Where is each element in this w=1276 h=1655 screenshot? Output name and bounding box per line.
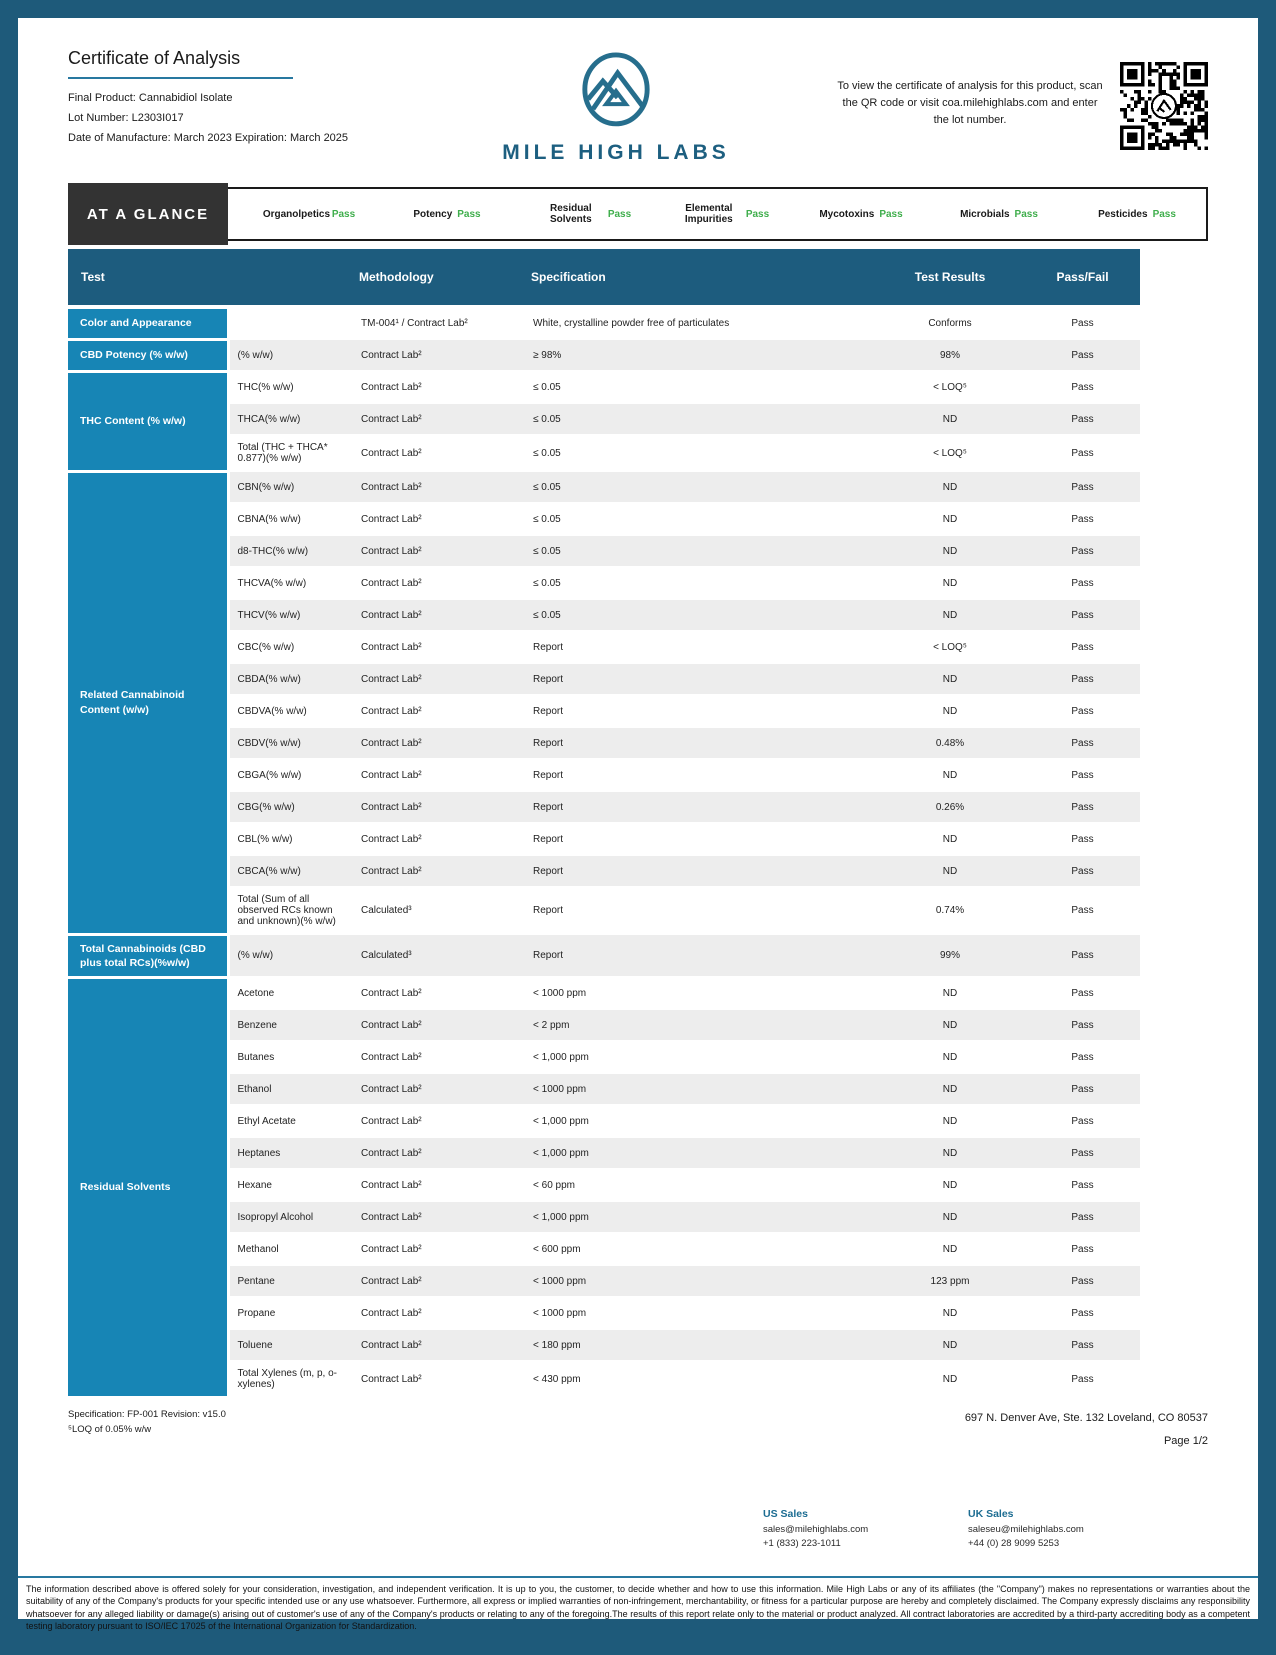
result-cell: 99% <box>875 934 1025 977</box>
passfail-cell: Pass <box>1025 1041 1140 1073</box>
passfail-cell: Pass <box>1025 1297 1140 1329</box>
analyte-cell: THCVA(% w/w) <box>228 567 353 599</box>
table-row <box>68 339 1140 371</box>
methodology-cell: Contract Lab² <box>353 727 525 759</box>
specification-cell: < 1,000 ppm <box>525 1105 875 1137</box>
specification-cell: < 1,000 ppm <box>525 1041 875 1073</box>
glance-item-status: Pass <box>745 208 770 220</box>
methodology-cell: Contract Lab² <box>353 1361 525 1397</box>
glance-item-status: Pass <box>1152 208 1176 220</box>
specification-cell: ≤ 0.05 <box>525 371 875 403</box>
result-cell: ND <box>875 663 1025 695</box>
analyte-cell: (% w/w) <box>228 339 353 371</box>
analyte-cell: Heptanes <box>228 1137 353 1169</box>
table-row <box>68 1329 1140 1361</box>
result-cell: 0.26% <box>875 791 1025 823</box>
analyte-cell: Isopropyl Alcohol <box>228 1201 353 1233</box>
table-row <box>68 1073 1140 1105</box>
after-table <box>68 1407 1208 1453</box>
methodology-cell: Contract Lab² <box>353 977 525 1009</box>
table-row <box>68 1233 1140 1265</box>
specification-cell: White, crystalline powder free of particulates <box>525 307 875 339</box>
methodology-cell: Contract Lab² <box>353 371 525 403</box>
glance-item-status: Pass <box>331 208 356 220</box>
methodology-cell: Contract Lab² <box>353 855 525 887</box>
result-cell: ND <box>875 1041 1025 1073</box>
passfail-cell: Pass <box>1025 977 1140 1009</box>
analyte-cell: CBDA(% w/w) <box>228 663 353 695</box>
passfail-cell: Pass <box>1025 759 1140 791</box>
table-row <box>68 599 1140 631</box>
analyte-cell: Propane <box>228 1297 353 1329</box>
page-title: Certificate of Analysis <box>68 48 293 79</box>
passfail-cell: Pass <box>1025 934 1140 977</box>
passfail-cell: Pass <box>1025 503 1140 535</box>
specification-cell: ≤ 0.05 <box>525 567 875 599</box>
analyte-cell: THCA(% w/w) <box>228 403 353 435</box>
analyte-cell: Butanes <box>228 1041 353 1073</box>
analyte-cell: Total (THC + THCA* 0.877)(% w/w) <box>228 435 353 471</box>
result-cell: ND <box>875 1329 1025 1361</box>
result-cell: ND <box>875 1073 1025 1105</box>
category-label: Related Cannabinoid Content (w/w) <box>68 471 228 934</box>
result-cell: Conforms <box>875 307 1025 339</box>
result-cell: ND <box>875 1297 1025 1329</box>
table-row <box>68 503 1140 535</box>
table-row <box>68 695 1140 727</box>
category-label: Residual Solvents <box>68 977 228 1397</box>
analyte-cell: (% w/w) <box>228 934 353 977</box>
passfail-cell: Pass <box>1025 435 1140 471</box>
specification-cell: Report <box>525 663 875 695</box>
company-address: 697 N. Denver Ave, Ste. 132 Loveland, CO 80537 <box>964 1411 1208 1424</box>
table-row <box>68 855 1140 887</box>
manufacture-date-line: Date of Manufacture: March 2023 Expiration: March 2025 <box>68 131 349 144</box>
specification-cell: Report <box>525 823 875 855</box>
analyte-cell: Ethanol <box>228 1073 353 1105</box>
passfail-cell: Pass <box>1025 1201 1140 1233</box>
specification-cell: < 1000 ppm <box>525 1297 875 1329</box>
passfail-cell: Pass <box>1025 823 1140 855</box>
passfail-cell: Pass <box>1025 403 1140 435</box>
methodology-cell: Calculated³ <box>353 934 525 977</box>
analyte-cell: CBGA(% w/w) <box>228 759 353 791</box>
glance-item-residual-solvents <box>516 203 654 225</box>
brand-name: MILE HIGH LABS <box>502 141 730 164</box>
specification-cell: < 1000 ppm <box>525 1265 875 1297</box>
glance-item-microbials <box>930 203 1068 225</box>
methodology-cell: Contract Lab² <box>353 1233 525 1265</box>
uk-sales-block <box>968 1508 1173 1552</box>
uk-sales-phone: +44 (0) 28 9099 5253 <box>968 1538 1060 1550</box>
category-label: Color and Appearance <box>68 307 228 339</box>
passfail-cell: Pass <box>1025 695 1140 727</box>
methodology-cell: Contract Lab² <box>353 759 525 791</box>
table-row <box>68 471 1140 503</box>
us-sales-phone: +1 (833) 223-1011 <box>763 1538 841 1550</box>
specification-cell: < 430 ppm <box>525 1361 875 1397</box>
methodology-cell: Contract Lab² <box>353 535 525 567</box>
col-header-results: Test Results <box>875 249 1025 307</box>
passfail-cell: Pass <box>1025 1105 1140 1137</box>
methodology-cell: Contract Lab² <box>353 435 525 471</box>
analyte-cell: THCV(% w/w) <box>228 599 353 631</box>
passfail-cell: Pass <box>1025 855 1140 887</box>
analyte-cell: Total Xylenes (m, p, o-xylenes) <box>228 1361 353 1397</box>
methodology-cell: Contract Lab² <box>353 567 525 599</box>
mountain-logo-icon <box>575 50 657 137</box>
col-header-passfail: Pass/Fail <box>1025 249 1140 307</box>
result-cell: ND <box>875 535 1025 567</box>
passfail-cell: Pass <box>1025 371 1140 403</box>
analyte-cell: Pentane <box>228 1265 353 1297</box>
analyte-cell: CBC(% w/w) <box>228 631 353 663</box>
specification-cell: ≤ 0.05 <box>525 435 875 471</box>
passfail-cell: Pass <box>1025 471 1140 503</box>
table-row <box>68 977 1140 1009</box>
result-cell: ND <box>875 823 1025 855</box>
header <box>68 48 1208 165</box>
disclaimer-section <box>18 1576 1258 1633</box>
analyte-cell: Benzene <box>228 1009 353 1041</box>
qr-code <box>1120 62 1208 150</box>
table-row <box>68 823 1140 855</box>
methodology-cell: Contract Lab² <box>353 1297 525 1329</box>
table-row <box>68 663 1140 695</box>
methodology-cell: Contract Lab² <box>353 1201 525 1233</box>
methodology-cell: Contract Lab² <box>353 1073 525 1105</box>
result-cell: < LOQ⁵ <box>875 631 1025 663</box>
table-row <box>68 791 1140 823</box>
col-header-specification: Specification <box>525 249 875 307</box>
analyte-cell: THC(% w/w) <box>228 371 353 403</box>
results-table-header <box>68 249 1140 307</box>
us-sales-title: US Sales <box>763 1508 808 1520</box>
table-row <box>68 371 1140 403</box>
passfail-cell: Pass <box>1025 1169 1140 1201</box>
table-row <box>68 435 1140 471</box>
passfail-cell: Pass <box>1025 631 1140 663</box>
us-sales-email: sales@milehighlabs.com <box>763 1524 869 1535</box>
glance-item-status: Pass <box>879 208 903 220</box>
analyte-cell: Hexane <box>228 1169 353 1201</box>
passfail-cell: Pass <box>1025 567 1140 599</box>
result-cell: ND <box>875 1105 1025 1137</box>
methodology-cell: Contract Lab² <box>353 1137 525 1169</box>
address-block <box>965 1407 1208 1453</box>
methodology-cell: Contract Lab² <box>353 503 525 535</box>
result-cell: ND <box>875 567 1025 599</box>
passfail-cell: Pass <box>1025 791 1140 823</box>
methodology-cell: Contract Lab² <box>353 695 525 727</box>
specification-cell: Report <box>525 695 875 727</box>
result-cell: ND <box>875 1361 1025 1397</box>
product-info <box>68 89 398 148</box>
specification-cell: ≤ 0.05 <box>525 599 875 631</box>
result-cell: ND <box>875 977 1025 1009</box>
table-row <box>68 403 1140 435</box>
analyte-cell: Total (Sum of all observed RCs known and unknown)(% w/w) <box>228 887 353 934</box>
glance-item-status: Pass <box>457 208 481 220</box>
specification-cell: < 2 ppm <box>525 1009 875 1041</box>
analyte-cell: Ethyl Acetate <box>228 1105 353 1137</box>
table-row <box>68 1009 1140 1041</box>
at-a-glance-section <box>68 183 1208 245</box>
specification-cell: < 60 ppm <box>525 1169 875 1201</box>
result-cell: 98% <box>875 339 1025 371</box>
at-a-glance-bar <box>68 187 1208 241</box>
analyte-cell: Toluene <box>228 1329 353 1361</box>
result-cell: ND <box>875 695 1025 727</box>
specification-cell: ≤ 0.05 <box>525 503 875 535</box>
methodology-cell: Contract Lab² <box>353 403 525 435</box>
passfail-cell: Pass <box>1025 599 1140 631</box>
methodology-cell: Contract Lab² <box>353 823 525 855</box>
methodology-cell: Contract Lab² <box>353 471 525 503</box>
specification-cell: Report <box>525 855 875 887</box>
methodology-cell: Contract Lab² <box>353 599 525 631</box>
category-label: THC Content (% w/w) <box>68 371 228 471</box>
sales-contacts <box>18 1508 1258 1552</box>
table-row <box>68 1265 1140 1297</box>
glance-item-pesticides <box>1068 203 1206 225</box>
specification-cell: Report <box>525 934 875 977</box>
glance-item-organolpetics <box>240 203 378 225</box>
qr-instructions: To view the certificate of analysis for this product, scan the QR code or visit coa.milehighlabs.com and enter the lot number. <box>837 80 1103 127</box>
glance-item-status: Pass <box>1014 208 1038 220</box>
table-row <box>68 1105 1140 1137</box>
analyte-cell: CBN(% w/w) <box>228 471 353 503</box>
passfail-cell: Pass <box>1025 339 1140 371</box>
passfail-cell: Pass <box>1025 1329 1140 1361</box>
analyte-cell: Methanol <box>228 1233 353 1265</box>
category-label: Total Cannabinoids (CBD plus total RCs)(%w/w) <box>68 934 228 977</box>
result-cell: ND <box>875 1137 1025 1169</box>
specification-cell: < 1000 ppm <box>525 977 875 1009</box>
result-cell: ND <box>875 503 1025 535</box>
specification-cell: < 180 ppm <box>525 1329 875 1361</box>
glance-item-name: Residual Solvents <box>549 203 592 225</box>
table-row <box>68 307 1140 339</box>
methodology-cell: Calculated³ <box>353 887 525 934</box>
methodology-cell: Contract Lab² <box>353 1041 525 1073</box>
analyte-cell: CBDVA(% w/w) <box>228 695 353 727</box>
specification-cell: Report <box>525 759 875 791</box>
analyte-cell: CBL(% w/w) <box>228 823 353 855</box>
table-row <box>68 1169 1140 1201</box>
analyte-cell: CBCA(% w/w) <box>228 855 353 887</box>
specification-cell: Report <box>525 631 875 663</box>
passfail-cell: Pass <box>1025 307 1140 339</box>
analyte-cell: Acetone <box>228 977 353 1009</box>
methodology-cell: Contract Lab² <box>353 1265 525 1297</box>
result-cell: < LOQ⁵ <box>875 435 1025 471</box>
passfail-cell: Pass <box>1025 727 1140 759</box>
result-cell: ND <box>875 759 1025 791</box>
at-a-glance-label: AT A GLANCE <box>68 183 228 245</box>
passfail-cell: Pass <box>1025 1265 1140 1297</box>
methodology-cell: Contract Lab² <box>353 1169 525 1201</box>
uk-sales-title: UK Sales <box>968 1508 1014 1520</box>
specification-cell: ≤ 0.05 <box>525 471 875 503</box>
table-row <box>68 727 1140 759</box>
table-row <box>68 631 1140 663</box>
glance-item-name: Pesticides <box>1098 208 1148 220</box>
methodology-cell: Contract Lab² <box>353 663 525 695</box>
methodology-cell: Contract Lab² <box>353 631 525 663</box>
result-cell: < LOQ⁵ <box>875 371 1025 403</box>
table-row <box>68 1297 1140 1329</box>
passfail-cell: Pass <box>1025 1009 1140 1041</box>
brand-logo <box>398 50 834 165</box>
analyte-cell: CBDV(% w/w) <box>228 727 353 759</box>
lot-number-line: Lot Number: L2303I017 <box>68 111 184 124</box>
glance-item-status: Pass <box>607 208 632 220</box>
methodology-cell: Contract Lab² <box>353 791 525 823</box>
passfail-cell: Pass <box>1025 535 1140 567</box>
passfail-cell: Pass <box>1025 1233 1140 1265</box>
specification-cell: Report <box>525 887 875 934</box>
glance-item-potency <box>378 203 516 225</box>
page-number: Page 1/2 <box>1163 1434 1208 1447</box>
result-cell: 0.74% <box>875 887 1025 934</box>
disclaimer-text: The information described above is offered solely for your consideration, investigation, and independent verification. It is up to you, the customer, to decide whether and how to use this information. Mile High Labs or any of its affiliates (the "Company") makes no representations or warranties about the suitability of any of the Company's products for your specific intended use or any use whatsoever. Furthermore, all express or implied warranties of non-infringement, merchantability, or fitness for a particular purpose are hereby and completely disclaimed. The Company expressly disclaims any responsibility whatsoever for any alleged liability or damage(s) arising out of customer's use of any of the Company's products or relating to any of the foregoing.The results of this report relate only to the material or product analyzed. All contract laboratories are accredited by a third-party accrediting body as a competent testing laboratory pursuant to ISO/IEC 17025 of the International Organization for Standardization. <box>26 1584 1250 1632</box>
passfail-cell: Pass <box>1025 887 1140 934</box>
specification-cell: < 1,000 ppm <box>525 1201 875 1233</box>
specification-cell: < 1,000 ppm <box>525 1137 875 1169</box>
result-cell: ND <box>875 1169 1025 1201</box>
specification-cell: ≤ 0.05 <box>525 403 875 435</box>
methodology-cell: Contract Lab² <box>353 339 525 371</box>
result-cell: 123 ppm <box>875 1265 1025 1297</box>
result-cell: ND <box>875 471 1025 503</box>
us-sales-block <box>763 1508 968 1552</box>
result-cell: ND <box>875 855 1025 887</box>
result-cell: ND <box>875 1201 1025 1233</box>
glance-item-name: Potency <box>413 208 453 220</box>
at-a-glance-items <box>240 203 1206 225</box>
header-left <box>68 48 398 148</box>
glance-item-elemental-impurities <box>654 203 792 225</box>
glance-item-name: Mycotoxins <box>819 208 875 220</box>
table-row <box>68 1041 1140 1073</box>
footnotes <box>68 1407 226 1453</box>
table-row <box>68 759 1140 791</box>
methodology-cell: Contract Lab² <box>353 1329 525 1361</box>
table-row <box>68 1361 1140 1397</box>
passfail-cell: Pass <box>1025 1073 1140 1105</box>
table-row <box>68 1137 1140 1169</box>
analyte-cell: d8-THC(% w/w) <box>228 535 353 567</box>
passfail-cell: Pass <box>1025 1361 1140 1397</box>
methodology-cell: TM-004¹ / Contract Lab² <box>353 307 525 339</box>
glance-item-mycotoxins <box>792 203 930 225</box>
col-header-methodology: Methodology <box>353 249 525 307</box>
result-cell: ND <box>875 1233 1025 1265</box>
specification-footnote: Specification: FP-001 Revision: v15.0 <box>68 1408 226 1420</box>
methodology-cell: Contract Lab² <box>353 1009 525 1041</box>
specification-cell: ≤ 0.05 <box>525 535 875 567</box>
col-header-test: Test <box>68 249 353 307</box>
specification-cell: Report <box>525 791 875 823</box>
results-table <box>68 249 1140 1399</box>
loq-footnote: ⁵LOQ of 0.05% w/w <box>68 1424 152 1436</box>
specification-cell: < 600 ppm <box>525 1233 875 1265</box>
analyte-cell: CBG(% w/w) <box>228 791 353 823</box>
result-cell: ND <box>875 1009 1025 1041</box>
analyte-cell: CBNA(% w/w) <box>228 503 353 535</box>
result-cell: 0.48% <box>875 727 1025 759</box>
category-label: CBD Potency (% w/w) <box>68 339 228 371</box>
certificate-page <box>18 18 1258 1632</box>
specification-cell: < 1000 ppm <box>525 1073 875 1105</box>
specification-cell: Report <box>525 727 875 759</box>
glance-item-name: Microbials <box>960 208 1010 220</box>
passfail-cell: Pass <box>1025 1137 1140 1169</box>
analyte-cell <box>228 307 353 339</box>
passfail-cell: Pass <box>1025 663 1140 695</box>
final-product-line: Final Product: Cannabidiol Isolate <box>68 92 233 104</box>
table-row <box>68 887 1140 934</box>
glance-item-name: Elemental Impurities <box>684 203 733 225</box>
uk-sales-email: saleseu@milehighlabs.com <box>968 1524 1084 1535</box>
result-cell: ND <box>875 403 1025 435</box>
glance-item-name: Organolpetics <box>262 208 331 220</box>
result-cell: ND <box>875 599 1025 631</box>
methodology-cell: Contract Lab² <box>353 1105 525 1137</box>
table-row <box>68 934 1140 977</box>
table-row <box>68 567 1140 599</box>
table-row <box>68 535 1140 567</box>
table-row <box>68 1201 1140 1233</box>
specification-cell: ≥ 98% <box>525 339 875 371</box>
